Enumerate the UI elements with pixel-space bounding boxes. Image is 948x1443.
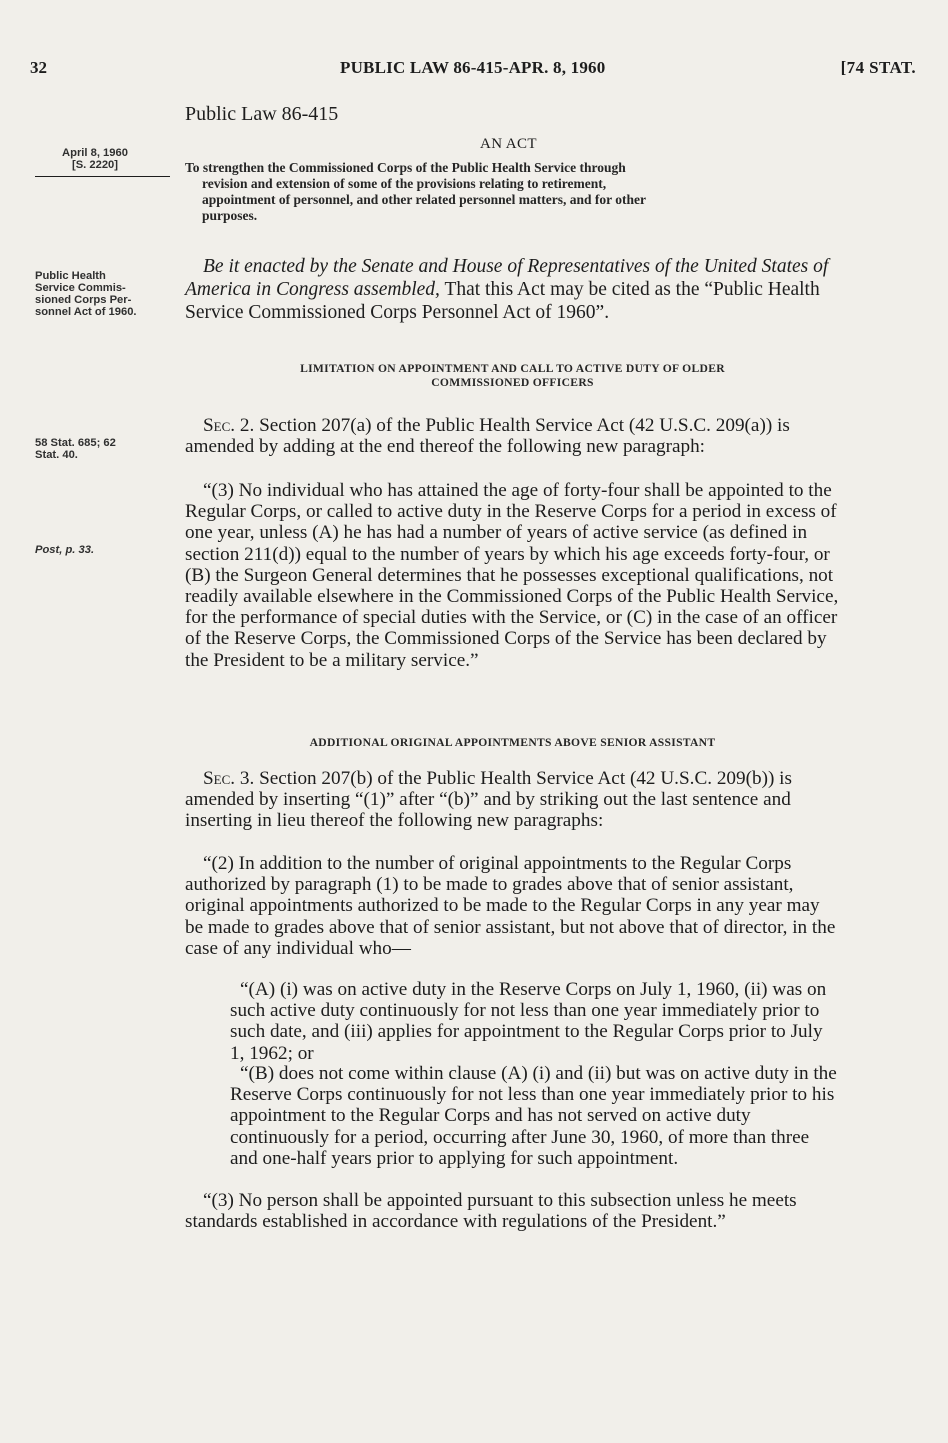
margin-line: sonnel Act of 1960. xyxy=(35,306,137,318)
margin-line: 58 Stat. 685; 62 xyxy=(35,437,116,449)
section-3-heading: ADDITIONAL ORIGINAL APPOINTMENTS ABOVE SENIOR ASSISTANT xyxy=(309,736,716,749)
section-3-clause-b xyxy=(230,1063,840,1169)
margin-note-stat-citation xyxy=(35,437,175,461)
section-2-paragraph-3 xyxy=(185,480,840,671)
margin-date: April 8, 1960 xyxy=(62,147,128,159)
heading-line: COMMISSIONED OFFICERS xyxy=(431,376,594,389)
heading-line: LIMITATION ON APPOINTMENT AND CALL TO ACTIVE DUTY OF OLDER xyxy=(300,362,725,375)
section-label: Sec. 3. xyxy=(203,768,255,789)
margin-note-date xyxy=(35,147,155,171)
paragraph-text: “(3) No person shall be appointed pursuant to this subsection unless he meets standards established in accordance with regulations of the President.” xyxy=(185,1190,797,1233)
enacting-italic: Be it enacted by the Senate and House of Representatives of the United States of America in Congress assembled, xyxy=(185,256,829,300)
enacting-rest: That this Act may be cited as the “Public Health Service Commissioned Corps Personnel Act of 1960”. xyxy=(185,279,820,323)
margin-line: Public Health xyxy=(35,270,106,282)
purpose-line: appointment of personnel, and other related personnel matters, and for other xyxy=(202,192,646,207)
section-label: Sec. 2. xyxy=(203,415,255,436)
page-number: 32 xyxy=(30,58,47,77)
section-2-intro: Section 207(a) of the Public Health Service Act (42 U.S.C. 209(a)) is amended by adding at the end thereof the following new paragraph: xyxy=(185,415,790,458)
purpose-line: revision and extension of some of the provisions relating to retirement, xyxy=(202,176,607,191)
page-header xyxy=(30,58,916,82)
enacting-clause xyxy=(185,255,840,324)
purpose-line: To strengthen the Commissioned Corps of the Public Health Service through xyxy=(185,160,626,175)
act-purpose xyxy=(185,160,840,224)
running-head: PUBLIC LAW 86-415-APR. 8, 1960 xyxy=(340,58,606,77)
margin-bill: [S. 2220] xyxy=(71,159,119,171)
section-2-heading xyxy=(185,362,840,390)
margin-note-post-ref: Post, p. 33. xyxy=(35,544,95,556)
margin-line: sioned Corps Per- xyxy=(35,294,132,306)
section-3-intro: Section 207(b) of the Public Health Service Act (42 U.S.C. 209(b)) is amended by inserting “(1)” after “(b)” and by striking out the last sentence and inserting in lieu thereof the following new paragraphs: xyxy=(185,768,792,832)
paragraph-text: “(3) No individual who has attained the age of forty-four shall be appointed to the Regular Corps, or called to active duty in the Reserve Corps for a period in excess of one year, unless (A) he has had a number of years of active service (as defined in section 211(d)) equal to the number of years by which his age exceeds forty-four, or (B) the Surgeon General determines that he possesses exceptional qualifications, not readily available elsewhere in the Commissioned Corps of the Public Health Service, for the performance of special duties with the Service, or (C) in the case of an officer of the Reserve Corps, the Commissioned Corps of the Service has been declared by the President to be a military service.” xyxy=(185,480,839,671)
clause-text: “(A) (i) was on active duty in the Reserve Corps on July 1, 1960, (ii) was on such active duty continuously for not less than one year immediately prior to such date, and (iii) applies for appointment to the Regular Corps prior to July 1, 1962; or xyxy=(230,979,827,1064)
section-2-body xyxy=(185,415,840,457)
section-3-paragraph-2 xyxy=(185,853,840,959)
clause-text: “(B) does not come within clause (A) (i) and (ii) but was on active duty in the Reserve Corps continuously for not less than one year immediately prior to his appointment to the Regular Corps and has not served on active duty continuously for a period, occurring after June 30, 1960, of more than three and one-half years prior to applying for such appointment. xyxy=(230,1063,837,1169)
paragraph-text: “(2) In addition to the number of original appointments to the Regular Corps authorized by paragraph (1) to be made to grades above that of senior assistant, original appointments authorized to be made to the Regular Corps in any year may be made to grades above that of senior assistant, but not above that of director, in the case of any individual who— xyxy=(185,853,836,959)
public-law-number: Public Law 86-415 xyxy=(185,103,339,125)
margin-rule xyxy=(35,176,170,177)
section-3-clause-a xyxy=(230,979,840,1064)
margin-line: Stat. 40. xyxy=(35,449,78,461)
margin-note-short-title xyxy=(35,270,175,318)
an-act-heading: AN ACT xyxy=(480,136,537,152)
section-3-paragraph-3 xyxy=(185,1190,840,1232)
margin-line: Service Commis- xyxy=(35,282,126,294)
stat-reference: [74 STAT. xyxy=(840,58,916,77)
purpose-line: purposes. xyxy=(202,208,258,223)
section-3-body xyxy=(185,768,840,832)
